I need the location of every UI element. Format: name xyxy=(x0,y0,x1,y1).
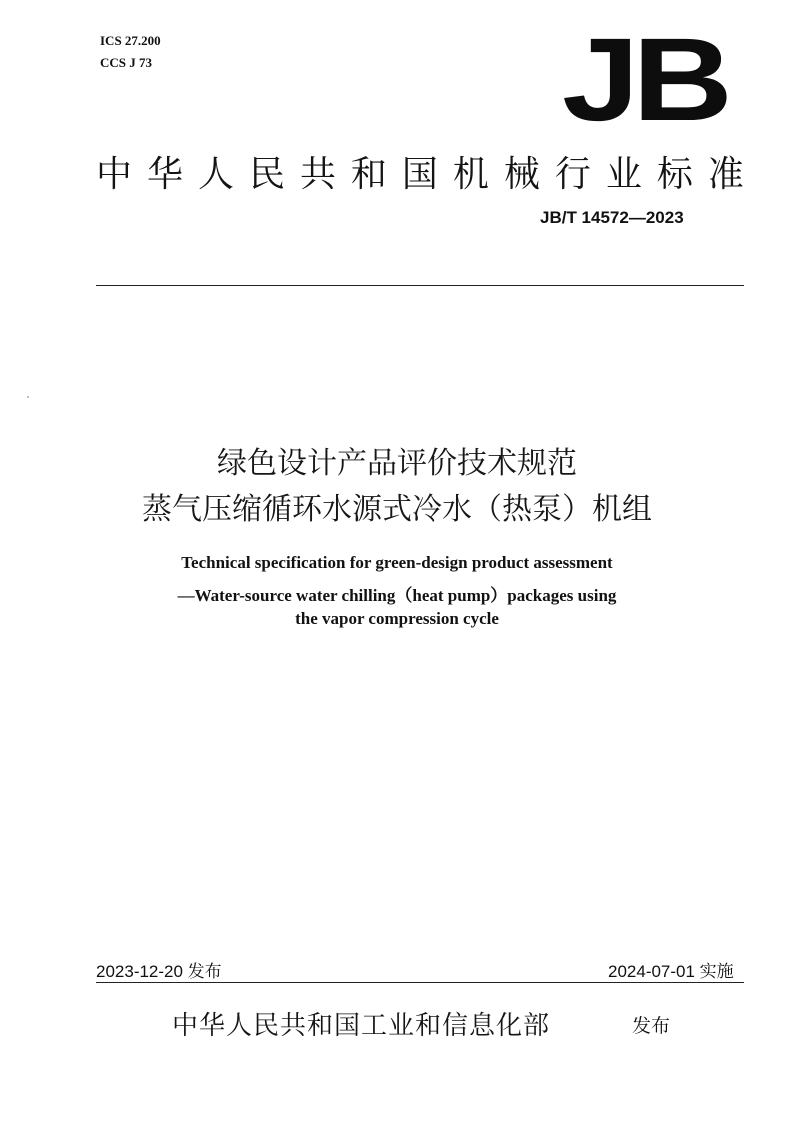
chinese-title-line-2: 蒸气压缩循环水源式冷水（热泵）机组 xyxy=(142,492,652,527)
implementation-date: 2024-07-01 实施 xyxy=(608,962,734,981)
scan-speck xyxy=(27,396,29,398)
standard-type-title xyxy=(96,146,744,197)
english-title-line-1: Technical specification for green-design product assessment xyxy=(181,553,613,572)
title-char: 人 xyxy=(197,154,234,195)
chinese-title-line-1: 绿色设计产品评价技术规范 xyxy=(217,446,577,481)
title-char: 民 xyxy=(248,154,285,195)
title-char: 械 xyxy=(503,154,540,195)
english-title-line-3: the vapor compression cycle xyxy=(295,609,499,628)
title-char: 业 xyxy=(605,154,642,195)
title-char: 国 xyxy=(401,154,438,195)
jb-logo: JB xyxy=(562,14,726,146)
title-char: 行 xyxy=(554,154,591,195)
title-char: 华 xyxy=(146,154,183,195)
ics-code: ICS 27.200 xyxy=(100,33,161,48)
title-char: 机 xyxy=(452,154,489,195)
publisher-suffix: 发布 xyxy=(632,1015,671,1037)
english-title-line-2: —Water-source water chilling（heat pump）packages using xyxy=(177,586,617,605)
bottom-divider xyxy=(96,982,744,983)
standard-number: JB/T 14572—2023 xyxy=(540,208,684,227)
top-divider xyxy=(96,285,744,286)
publisher-name: 中华人民共和国工业和信息化部 xyxy=(172,1011,551,1041)
title-char: 和 xyxy=(350,154,387,195)
issue-date: 2023-12-20 发布 xyxy=(96,962,222,981)
title-char: 共 xyxy=(299,154,336,195)
title-char: 中 xyxy=(96,154,133,195)
title-char: 准 xyxy=(707,154,744,195)
title-char: 标 xyxy=(656,154,693,195)
ccs-code: CCS J 73 xyxy=(100,55,153,70)
